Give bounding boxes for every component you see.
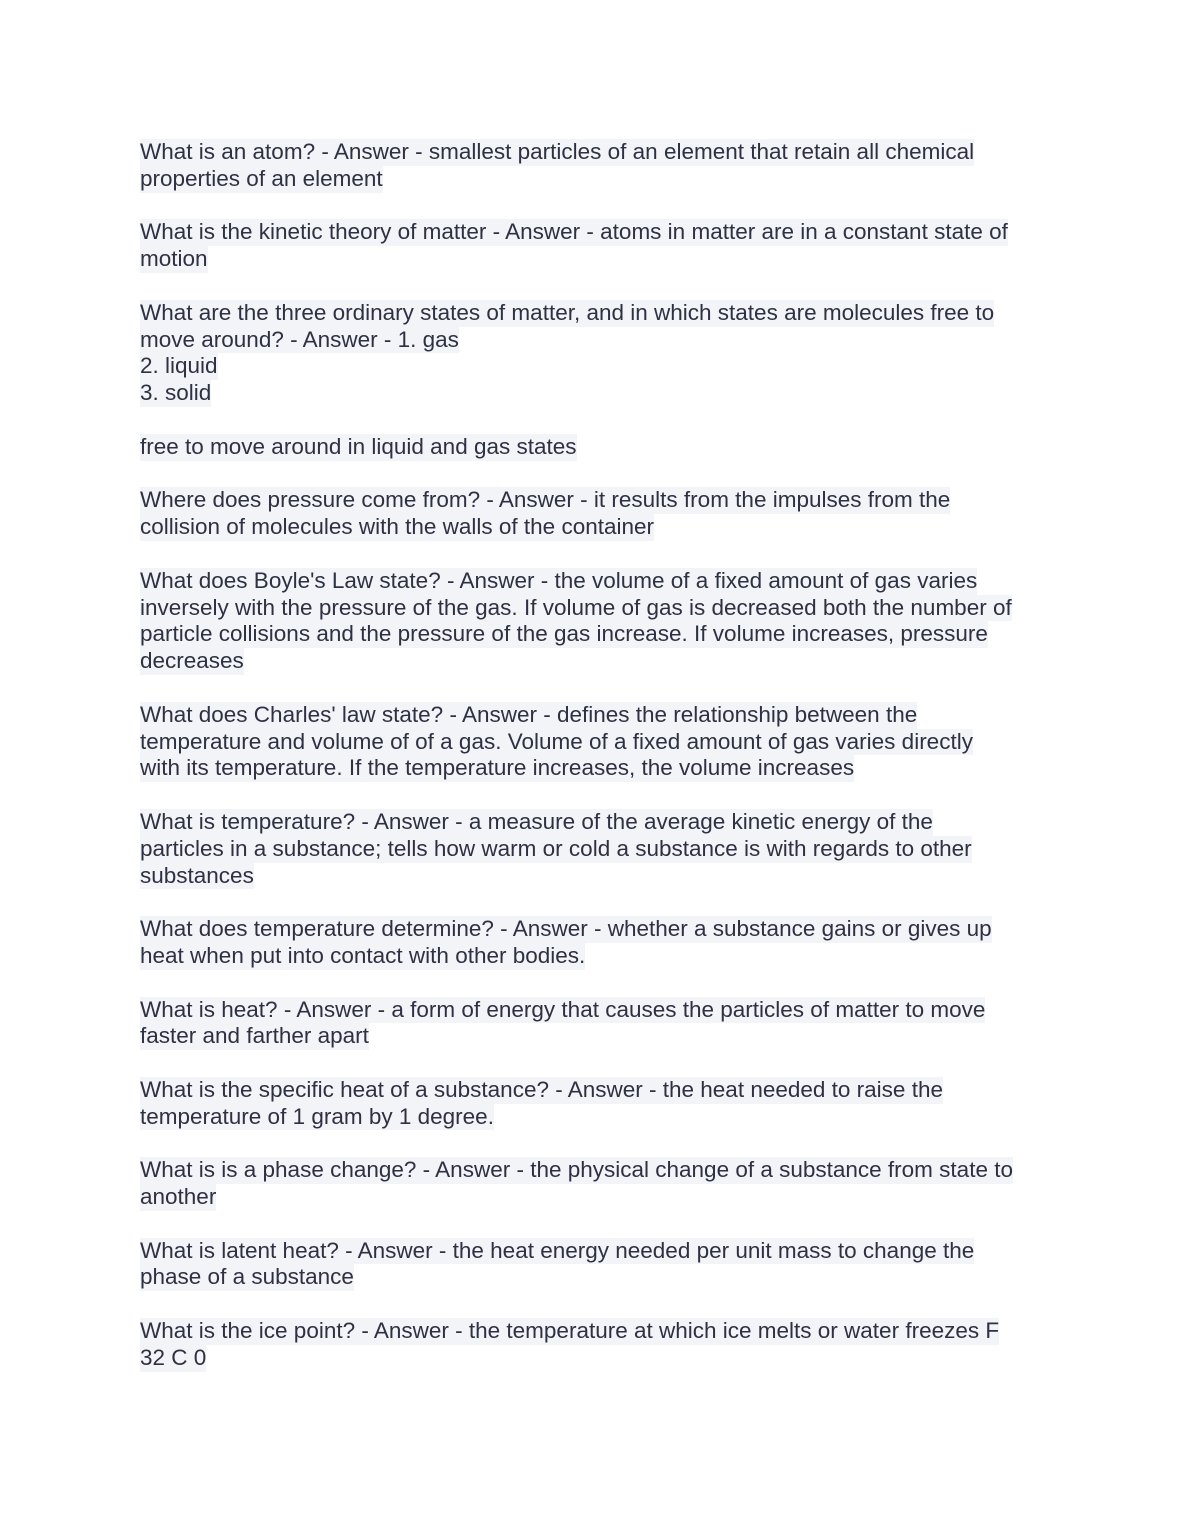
text-line: What is an atom? - Answer - smallest particles of an element that retain all chemical (140, 139, 975, 164)
text-line: properties of an element (140, 165, 383, 191)
text-line: move around? - Answer - 1. gas (140, 326, 459, 352)
text-line: What is is a phase change? - Answer - the physical change of a substance from state to (140, 1157, 1013, 1183)
qa-heat (140, 997, 1060, 1051)
text-line: 3. solid (140, 380, 212, 406)
text-line: with its temperature. If the temperature increases, the volume increases (140, 755, 855, 781)
text-line: temperature and volume of of a gas. Volume of a fixed amount of gas varies directly (140, 728, 973, 754)
qa-states-of-matter (140, 300, 1060, 407)
text-line: temperature of 1 gram by 1 degree. (140, 1103, 494, 1129)
document-page (140, 139, 1060, 1398)
text-line: faster and farther apart (140, 1023, 369, 1049)
text-line: particle collisions and the pressure of the gas increase. If volume increases, pressure (140, 621, 988, 647)
qa-latent-heat (140, 1238, 1060, 1292)
qa-specific-heat (140, 1077, 1060, 1131)
qa-temperature (140, 809, 1060, 889)
text-line: decreases (140, 648, 244, 674)
qa-ice-point (140, 1318, 1060, 1372)
qa-temperature-determines (140, 916, 1060, 970)
text-line: What is the specific heat of a substance? - Answer - the heat needed to raise the (140, 1076, 943, 1102)
text-line: What does Charles' law state? - Answer - defines the relationship between the (140, 701, 918, 727)
text-line: collision of molecules with the walls of the container (140, 514, 655, 540)
text-line: phase of a substance (140, 1264, 354, 1290)
text-line: particles in a substance; tells how warm or cold a substance is with regards to other (140, 835, 972, 861)
qa-phase-change (140, 1157, 1060, 1211)
text-line: substances (140, 862, 254, 888)
text-line: What is temperature? - Answer - a measure of the average kinetic energy of the (140, 808, 933, 834)
text-line: free to move around in liquid and gas states (140, 433, 577, 459)
qa-boyles-law (140, 568, 1060, 675)
qa-pressure (140, 487, 1060, 541)
text-line: What is latent heat? - Answer - the heat energy needed per unit mass to change the (140, 1237, 975, 1263)
text-line: What is heat? - Answer - a form of energy that causes the particles of matter to move (140, 996, 986, 1022)
text-line: What is the ice point? - Answer - the temperature at which ice melts or water freezes F (140, 1318, 1000, 1344)
text-line: heat when put into contact with other bodies. (140, 942, 586, 968)
text-line: motion (140, 246, 208, 272)
text-line: inversely with the pressure of the gas. If volume of gas is decreased both the number of (140, 594, 1012, 620)
text-line: What are the three ordinary states of matter, and in which states are molecules free to (140, 299, 995, 325)
text-line: What is the kinetic theory of matter - Answer - atoms in matter are in a constant state of (140, 219, 1008, 245)
text-line: Where does pressure come from? - Answer - it results from the impulses from the (140, 487, 951, 513)
text-line: What does temperature determine? - Answer - whether a substance gains or gives up (140, 916, 992, 942)
text-line: 2. liquid (140, 353, 218, 379)
text-line: 32 C 0 (140, 1344, 207, 1370)
text-line: What does Boyle's Law state? - Answer - the volume of a fixed amount of gas varies (140, 567, 978, 593)
qa-atom (140, 139, 1060, 193)
qa-charles-law (140, 702, 1060, 782)
qa-states-note (140, 434, 1060, 461)
text-line: another (140, 1184, 217, 1210)
qa-kinetic-theory (140, 219, 1060, 273)
